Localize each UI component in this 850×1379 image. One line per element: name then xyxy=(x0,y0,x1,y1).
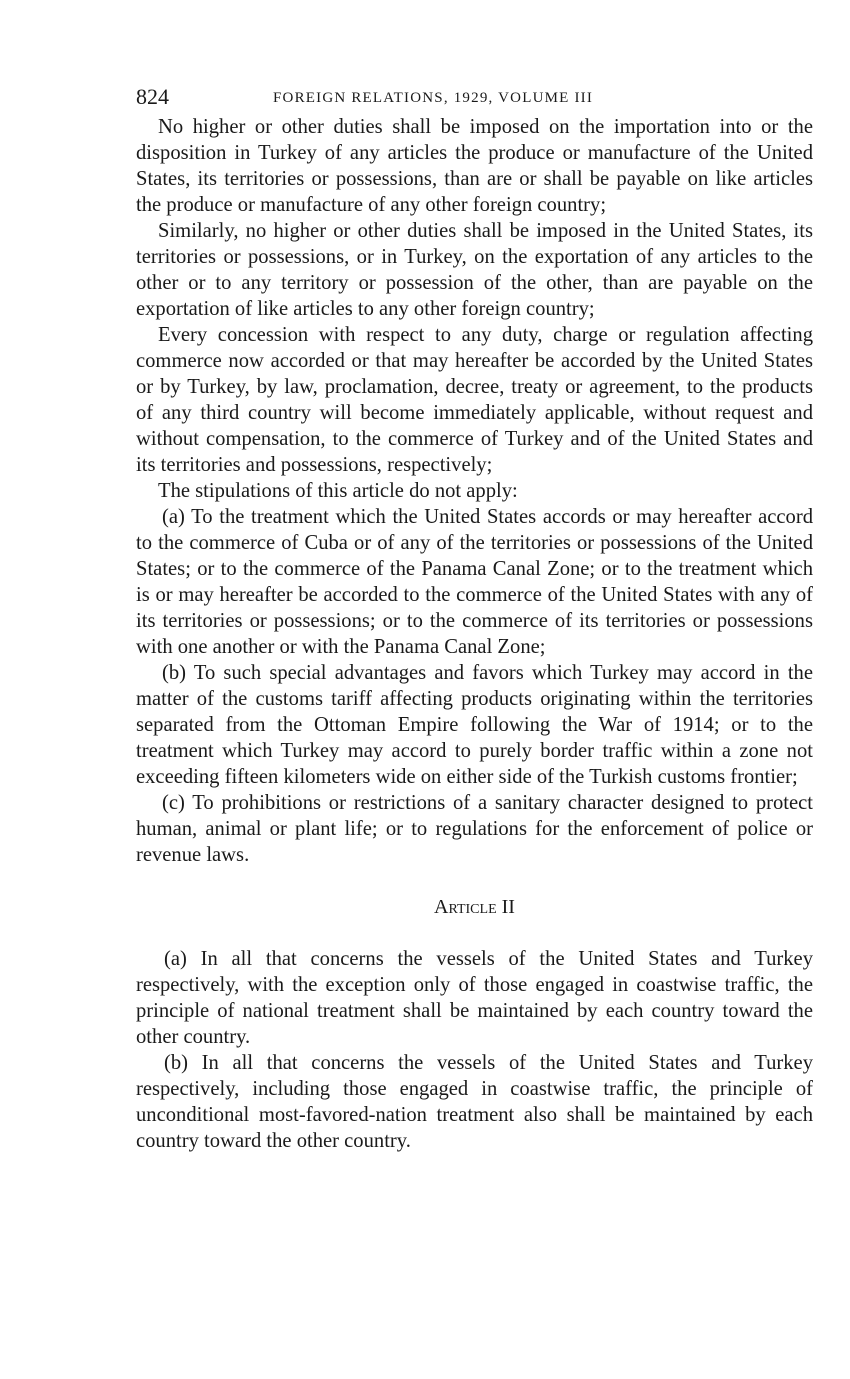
paragraph-vessels-b: (b) In all that concerns the vessels of the United States and Turkey respectively, including those engaged in coastwise traffic, the principle of unconditional most-favored-nation treatment also shall be maintained by each country toward the other country. xyxy=(136,1052,813,1152)
paragraph-exception-a: (a) To the treatment which the United States accords or may hereafter accord to the commerce of Cuba or of any of the territories or possessions of the United States; or to the commerce of the Panama Canal Zone; or to the treatment which is or may hereafter be accorded to the commerce of the United States with any of its territories or possessions; or to the commerce of its territories or possessions with one another or with the Panama Canal Zone; xyxy=(136,506,813,658)
paragraph-importation-duties: No higher or other duties shall be imposed on the importation into or the disposition in Turkey of any articles the produce or manufacture of the United States, its territories or possessions, than are or shall be payable on like articles the produce or manufacture of any other foreign country; xyxy=(136,116,813,216)
paragraph-stipulations-intro: The stipulations of this article do not apply: xyxy=(158,480,518,502)
page-number: 824 xyxy=(136,84,169,109)
paragraph-concessions: Every concession with respect to any duty, charge or regulation affecting commerce now accorded or that may hereafter be accorded by the United States or by Turkey, by law, proclamation, decree, treaty or agreement, to the products of any third country will become immediately applicable, without request and without compensation, to the commerce of Turkey and of the United States and its territories and possessions, respectively; xyxy=(136,324,813,476)
paragraph-vessels-a: (a) In all that concerns the vessels of the United States and Turkey respectively, with the exception only of those engaged in coastwise traffic, the principle of national treatment shall be maintained by each country toward the other country. xyxy=(136,948,813,1048)
document-page xyxy=(136,82,813,1154)
page-header xyxy=(136,82,813,112)
running-head: FOREIGN RELATIONS, 1929, VOLUME III xyxy=(273,90,594,106)
paragraph-exception-c: (c) To prohibitions or restrictions of a sanitary character designed to protect human, animal or plant life; or to regulations for the enforcement of police or revenue laws. xyxy=(136,792,813,866)
paragraph-exportation-duties: Similarly, no higher or other duties shall be imposed in the United States, its territories or possessions, or in Turkey, on the exportation of any articles to the other or to any territory or possession of the other, than are payable on the exportation of like articles to any other foreign country; xyxy=(136,220,813,320)
article-heading: Article II xyxy=(434,896,515,918)
body-text xyxy=(136,114,813,1154)
paragraph-exception-b: (b) To such special advantages and favors which Turkey may accord in the matter of the customs tariff affecting products originating within the territories separated from the Ottoman Empire following the War of 1914; or to the treatment which Turkey may accord to purely border traffic within a zone not exceeding fifteen kilometers wide on either side of the Turkish customs frontier; xyxy=(136,662,813,788)
